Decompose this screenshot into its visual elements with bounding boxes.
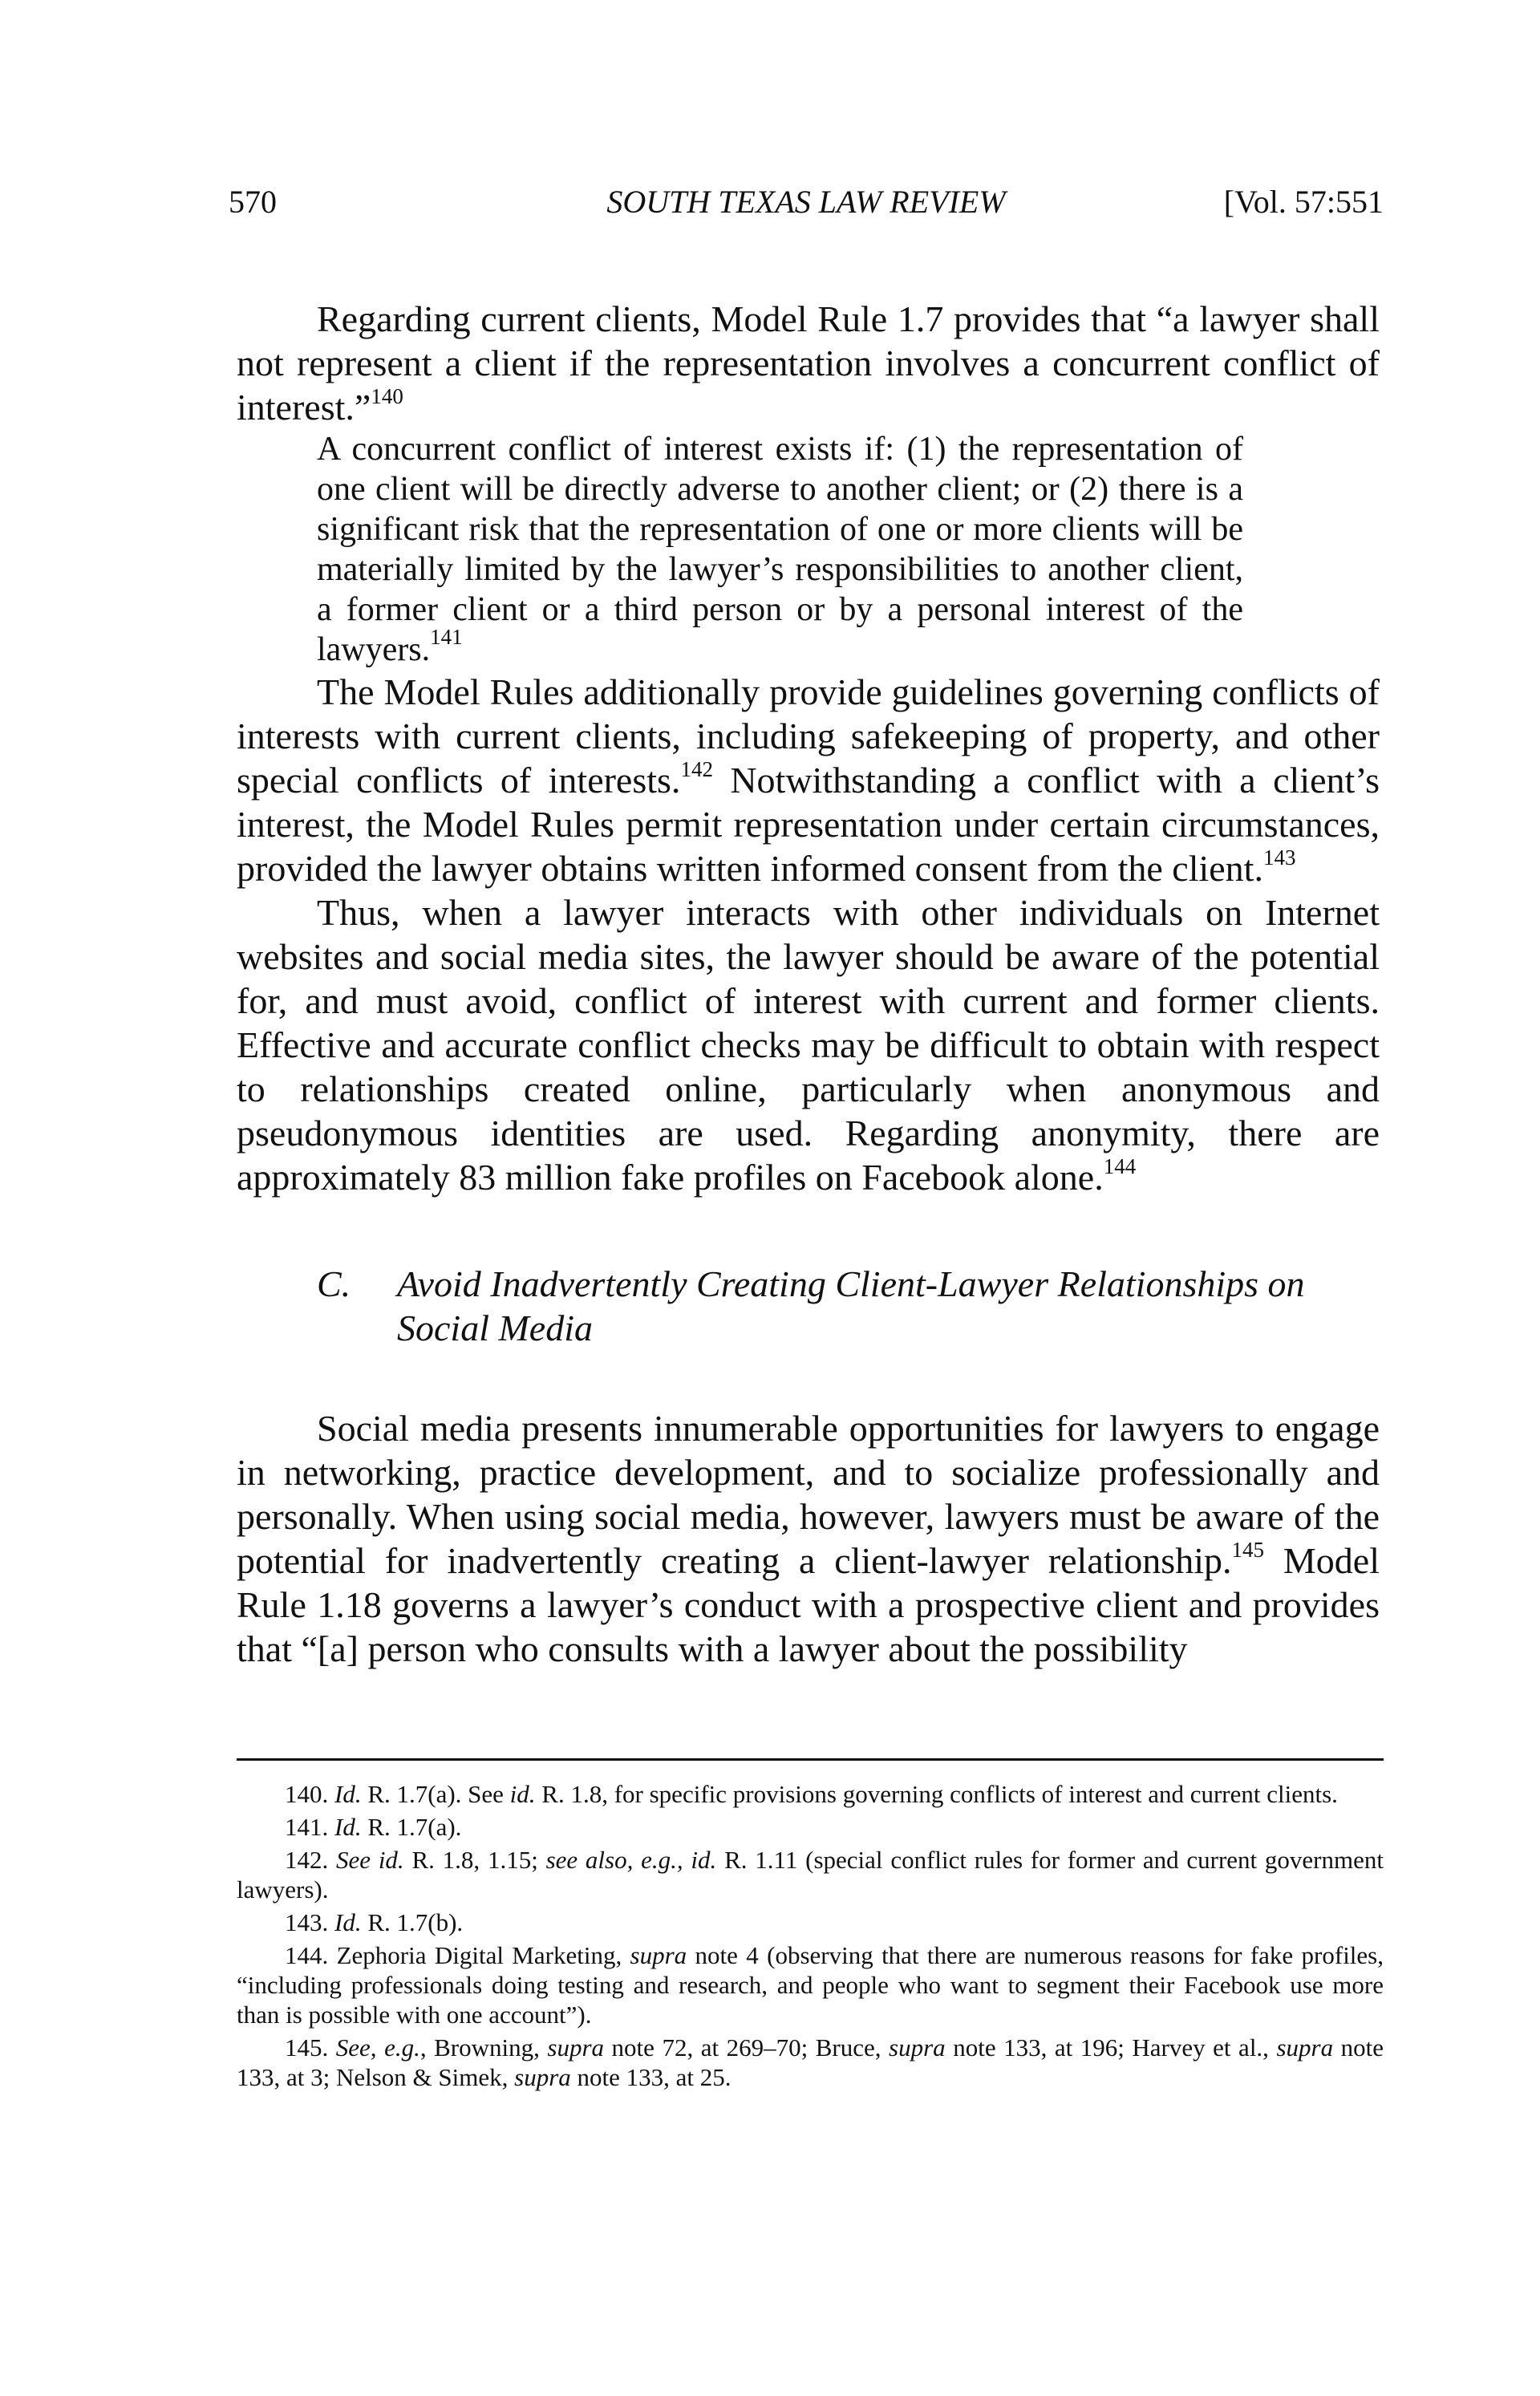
footnote-text: R. 1.7(a). (361, 1813, 462, 1841)
footnote-ref[interactable]: 145 (1231, 1537, 1264, 1562)
footnote-text-italic: id. (509, 1780, 536, 1808)
paragraph-text: Thus, when a lawyer interacts with other individuals on Internet websites and social media sites, the lawyer should be aware of the potential for, and must avoid, conflict of interest with current and former clients. Effective and accurate conflict checks may be difficult to obtain with respect to relationships created online, particularly when anonymous and pseudonymous identities are used. Regarding anonymity, there are approximately 83 million fake profiles on Facebook alone. (237, 892, 1380, 1198)
footnote-text: R. 1.11 (special conflict rules for former and current government lawyers). (237, 1846, 1384, 1903)
footnote-ref[interactable]: 141 (430, 624, 463, 649)
footnote-text-italic: supra (1276, 2033, 1334, 2062)
footnote-text-italic: See, e.g. (335, 2033, 420, 2062)
footnote-text-italic: see also, e.g., id. (545, 1846, 717, 1874)
footnote-number: 144. (285, 1941, 329, 1969)
journal-title: SOUTH TEXAS LAW REVIEW (606, 184, 1006, 220)
footnote-text: R. 1.7(a). See (361, 1780, 510, 1808)
section-title: Avoid Inadvertently Creating Client-Lawyer Relationships on Social Media (397, 1263, 1305, 1348)
footnote-141 (237, 1812, 1384, 1842)
footnote-number: 142. (285, 1846, 329, 1874)
paragraph-client-lawyer-relationship (237, 1406, 1380, 1671)
footnote-ref[interactable]: 142 (680, 756, 713, 781)
footnote-143 (237, 1907, 1384, 1937)
paragraph-current-clients (237, 297, 1380, 429)
paragraph-social-media-conflicts (237, 890, 1380, 1199)
footnote-text-italic: supra (630, 1941, 687, 1969)
footnote-text: note 133, at 3; Nelson & Simek, (237, 2033, 1384, 2091)
footnote-text-italic: Id. (334, 1908, 362, 1936)
footnote-142 (237, 1845, 1384, 1904)
footnote-text: R. 1.8, 1.15; (403, 1846, 546, 1874)
footnotes (237, 1779, 1384, 2095)
paragraph-text: Social media presents innumerable opportunities for lawyers to engage in networking, practice development, and to socialize professionally and personally. When using social media, however, lawyers must be aware of the potential for inadvertently creating a client-lawyer relationship. (237, 1408, 1380, 1581)
footnote-text: note 133, at 25. (570, 2063, 732, 2091)
section-label: C. (317, 1263, 351, 1304)
block-quote (237, 429, 1380, 670)
block-quote-text: A concurrent conflict of interest exists if: (1) the representation of one client will be directly adverse to another client; or (2) there is a significant risk that the representation of one or more clients will be materially limited by the lawyer’s responsibilities to another client, a former client or a third person or by a personal interest of the lawyers. (317, 431, 1243, 668)
paragraph-text: The Model Rules additionally provide guidelines governing conflicts of interests with current clients, including safekeeping of property, and other special conflicts of interests. (237, 671, 1380, 801)
footnote-number: 145. (285, 2033, 329, 2062)
footnote-text: R. 1.8, for specific provisions governing conflicts of interest and current clients. (535, 1780, 1338, 1808)
footnote-140 (237, 1779, 1384, 1809)
section-heading (237, 1262, 1380, 1350)
footnote-text: note 133, at 196; Harvey et al., (945, 2033, 1277, 2062)
footnote-number: 140. (285, 1780, 329, 1808)
page-number: 570 (229, 184, 277, 220)
footnote-text: Zephoria Digital Marketing, (336, 1941, 630, 1969)
footnote-text-italic: supra (514, 2063, 571, 2091)
footnote-text-italic: See id. (336, 1846, 404, 1874)
footnote-number: 141. (285, 1813, 329, 1841)
footnote-ref[interactable]: 144 (1103, 1153, 1137, 1178)
paragraph-text: Model Rule 1.18 governs a lawyer’s conduct with a prospective client and provides that “[a] person who consults with a lawyer about the possibility (237, 1540, 1380, 1669)
paragraph-text: Notwithstanding a conflict with a client’s interest, the Model Rules permit representation under certain circumstances, provided the lawyer obtains written informed consent from the client. (237, 760, 1380, 889)
footnote-text: note 72, at 269–70; Bruce, (604, 2033, 890, 2062)
footnote-number: 143. (285, 1908, 329, 1936)
main-text (237, 297, 1380, 1671)
footnote-text: R. 1.7(b). (361, 1908, 464, 1936)
footnote-divider (237, 1758, 1384, 1761)
footnote-text-italic: Id. (334, 1780, 362, 1808)
running-header (229, 178, 1384, 226)
footnote-text-italic: Id. (334, 1813, 362, 1841)
paragraph-model-rules (237, 670, 1380, 890)
footnote-text: , Browning, (419, 2033, 548, 2062)
volume-citation: [Vol. 57:551 (1223, 184, 1384, 220)
footnote-text: note 4 (observing that there are numerous reasons for fake profiles, “including professionals doing testing and research, and people who want to segment their Facebook use more than is possible with one account”). (237, 1941, 1384, 2029)
footnote-text-italic: supra (547, 2033, 605, 2062)
footnote-ref[interactable]: 140 (371, 383, 403, 408)
footnote-145 (237, 2033, 1384, 2092)
footnote-ref[interactable]: 143 (1262, 845, 1296, 870)
footnote-text-italic: supra (889, 2033, 946, 2062)
paragraph-text: Regarding current clients, Model Rule 1.7 provides that “a lawyer shall not represent a client if the representation involves a concurrent conflict of interest.” (237, 298, 1380, 428)
footnote-144 (237, 1940, 1384, 2029)
